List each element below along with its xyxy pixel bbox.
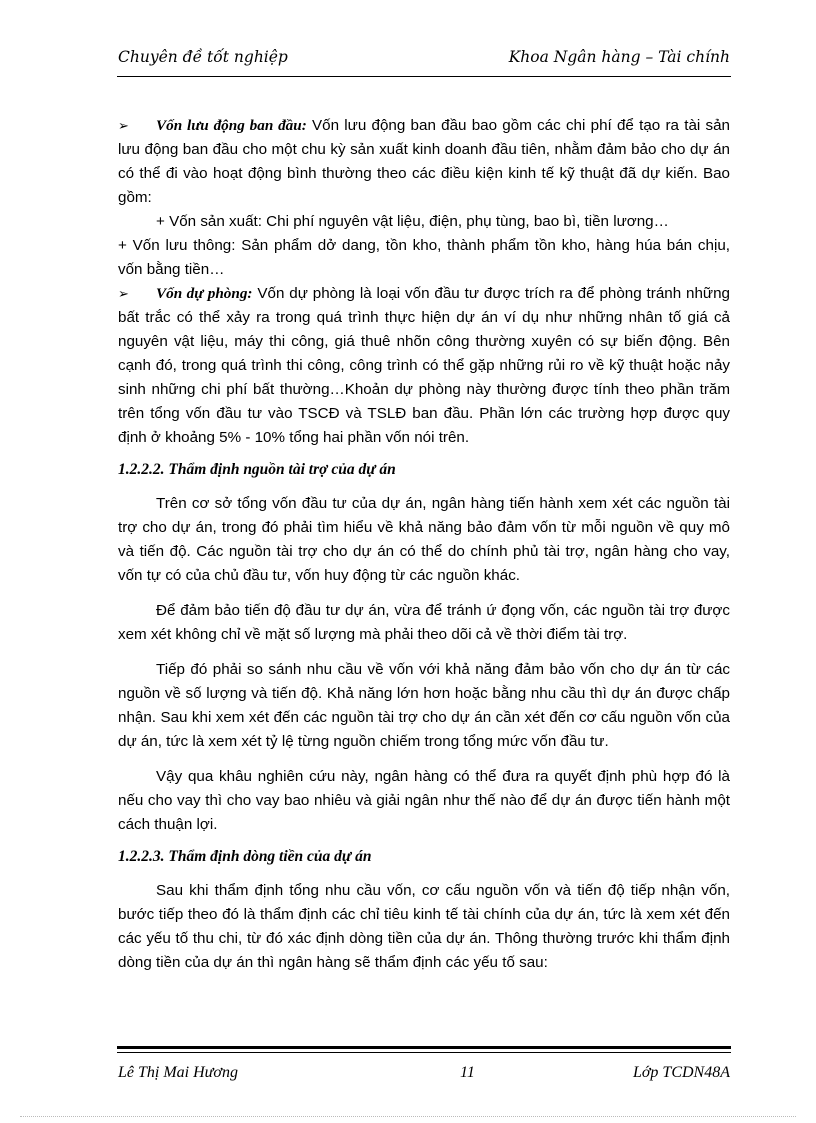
footer-rule-thin	[117, 1052, 731, 1053]
arrow-bullet-icon: ➢	[118, 286, 129, 301]
paragraph: Vậy qua khâu nghiên cứu này, ngân hàng có thể đưa ra quyết định phù hợp đó là nếu cho vay thì cho vay bao nhiêu và giải ngân như thế nào để dự án được tiến hành một cách thuận lợi.	[118, 768, 730, 833]
page-edge-divider	[20, 1116, 796, 1117]
header-thesis-title: Chuyên đề tốt nghiệp	[118, 48, 288, 66]
bullet-initial-working-capital	[118, 114, 730, 210]
footer-author: Lê Thị Mai Hương	[118, 1064, 238, 1081]
bullet-text: Vốn dự phòng là loại vốn đầu tư được trích ra để phòng tránh những bất trắc có thể xảy ra trong quá trình thực hiện dự án ví dụ như những nhân tố giá cả nguyên vật liệu, máy thi công, giá thuê nhõn công thường xuyên có sự biến động. Bên cạnh đó, trong quá trình thi công, công trình có thể gặp những rủi ro về kỹ thuật hoặc nảy sinh những chi phí bất thường…Khoản dự phòng này thường được tính theo phần trăm trên tổng vốn đầu tư vào TSCĐ và TSLĐ ban đầu. Phần lớn các trường hợp được quy định ở khoảng 5% - 10% tổng hai phần vốn nói trên.	[118, 285, 730, 446]
header-faculty: Khoa Ngân hàng – Tài chính	[508, 48, 730, 66]
paragraph: Để đảm bảo tiến độ đầu tư dự án, vừa để tránh ứ đọng vốn, các nguồn tài trợ được xem xét không chỉ về mặt số lượng mà phải theo dõi cả về thời điểm tài trợ.	[118, 602, 730, 643]
bullet-term: Vốn lưu động ban đầu:	[156, 117, 307, 134]
section-heading: 1.2.2.3. Thẩm định dòng tiền của dự án	[118, 848, 372, 865]
paragraph: Trên cơ sở tổng vốn đầu tư của dự án, ngân hàng tiến hành xem xét các nguồn tài trợ cho dự án, trong đó phải tìm hiểu về khả năng bảo đảm vốn từ mỗi nguồn về quy mô và tiến độ. Các nguồn tài trợ cho dự án có thể do chính phủ tài trợ, ngân hàng cho vay, vốn tự có của chủ đầu tư, vốn huy động từ các nguồn khác.	[118, 495, 730, 584]
section-heading: 1.2.2.2. Thẩm định nguồn tài trợ của dự án	[118, 461, 396, 478]
page-header	[118, 48, 730, 72]
bullet-text: Vốn lưu động ban đầu bao gồm các chi phí để tạo ra tài sản lưu động ban đầu cho một chu kỳ sản xuất kinh doanh đầu tiên, nhằm đảm bảo cho dự án có thể đi vào hoạt động bình thường theo các điều kiện kinh tế kỹ thuật đã dự kiến. Bao gồm:	[118, 117, 730, 206]
bullet-term: Vốn dự phòng:	[156, 285, 253, 302]
paragraph: Sau khi thẩm định tổng nhu cầu vốn, cơ cấu nguồn vốn và tiến độ tiếp nhận vốn, bước tiếp theo đó là thẩm định các chỉ tiêu kinh tế tài chính của dự án, tức là xem xét đến các yếu tố thu chi, từ đó xác định dòng tiền của dự án. Thông thường trước khi thẩm định dòng tiền của dự án thì ngân hàng sẽ thẩm định các yếu tố sau:	[118, 882, 730, 971]
page-number: 11	[460, 1064, 475, 1081]
page-content	[118, 114, 730, 975]
page-footer	[118, 1064, 730, 1088]
paragraph: Tiếp đó phải so sánh nhu cầu về vốn với khả năng đảm bảo vốn cho dự án từ các nguồn về số lượng và tiến độ. Khả năng lớn hơn hoặc bằng nhu cầu thì dự án được chấp nhận. Sau khi xem xét đến các nguồn tài trợ cho dự án cần xét đến cơ cấu nguồn vốn của dự án, tức là xem xét tỷ lệ từng nguồn chiếm trong tổng mức vốn đầu tư.	[118, 661, 730, 750]
header-rule	[117, 76, 731, 77]
sub-item-production-capital: + Vốn sản xuất: Chi phí nguyên vật liệu, điện, phụ tùng, bao bì, tiền lương…	[156, 213, 669, 230]
bullet-contingency-capital	[118, 282, 730, 450]
footer-class: Lớp TCDN48A	[632, 1064, 730, 1081]
arrow-bullet-icon: ➢	[118, 118, 129, 133]
footer-rule-thick	[117, 1046, 731, 1049]
sub-item-circulation-capital: + Vốn lưu thông: Sản phẩm dở dang, tồn kho, thành phẩm tồn kho, hàng húa bán chịu, vốn bằng tiền…	[118, 237, 730, 278]
